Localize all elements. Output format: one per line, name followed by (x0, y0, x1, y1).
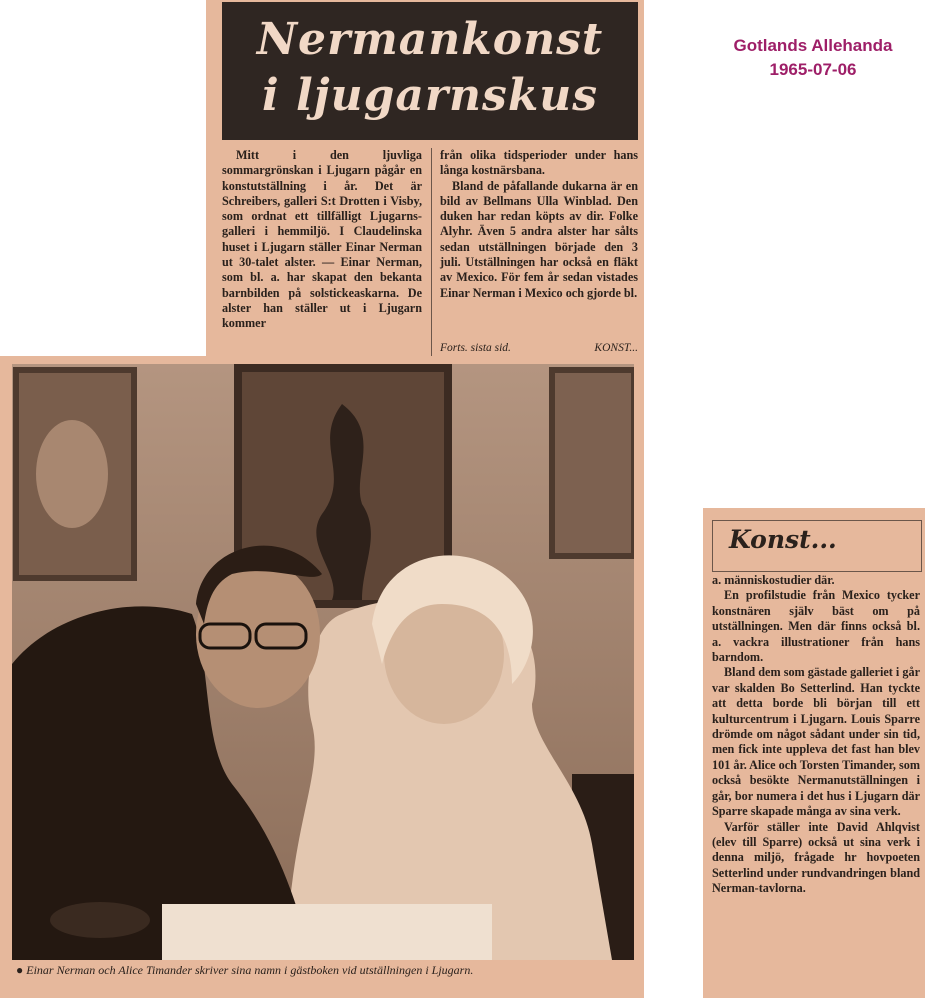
headline-line-2: i ljugarnskus (261, 70, 599, 121)
article-paragraph: från olika tidsperioder under hans långa kostnärsbana. (440, 148, 638, 178)
article-column-right (440, 148, 638, 301)
continuation-paragraph: Bland dem som gästade galleriet i går var skalden Bo Setterlind. Han tyckte att detta borde bli början till ett kulturcentrum i Ljugarn. Louis Sparre drömde om något sådant under sin tid, men fick inte uppleva det fast han blev 101 år. Alice och Torsten Timander, som också besökte Nermanutställningen i går, bor numera i det hus i Ljugarn där Sparre skapade många av sina verk. (712, 665, 920, 819)
continuation-header-box (712, 520, 922, 572)
headline-line-1: Nermankonst (256, 14, 604, 65)
continuation-text (712, 573, 920, 897)
continuation-title: Konst... (729, 525, 837, 554)
guest-book (162, 904, 492, 960)
painting-right (552, 370, 634, 556)
source-label (700, 34, 926, 82)
continued-label: Forts. sista sid. (440, 342, 511, 354)
ashtray (50, 902, 150, 938)
publication-date: 1965-07-06 (769, 60, 857, 79)
column-divider (431, 148, 432, 356)
continued-note (440, 342, 638, 354)
continuation-paragraph: a. människostudier där. (712, 573, 835, 587)
photo-caption: ● Einar Nerman och Alice Timander skriver sina namn i gästboken vid utställningen i Ljugarn. (16, 963, 474, 977)
article-column-left: Mitt i den ljuvliga sommargrönskan i Ljugarn pågår en konstutställning i år. Det är Schreibers, galleri S:t Drotten i Visby, som ordnat ett tillfälligt Ljugarns-galleri i hemmiljö. I Claudelinska huset i Ljugarn ställer Einar Nerman ut 30-talet alster. — Einar Nerman, som bl. a. har skapat den bekanta barnbilden på solstickeaskarna. De alster han ställer ut i Ljugarn kommer (222, 148, 422, 331)
newspaper-photo (12, 364, 634, 960)
continued-target: KONST... (594, 342, 638, 354)
continuation-paragraph: Varför ställer inte David Ahlqvist (elev till Sparre) också ut sina verk i denna miljö, frågade hr hovpoeten Setterlind under rundvandringen bland Nerman-tavlorna. (712, 819, 920, 896)
continuation-paragraph: En profilstudie från Mexico tycker konstnären själv bäst om på utställningen. Men där finns också bl. a. vackra illustrationer från hans barndom. (712, 588, 920, 665)
headline-block (222, 2, 638, 140)
publication-name: Gotlands Allehanda (733, 36, 893, 55)
article-paragraph: Bland de påfallande dukarna är en bild av Bellmans Ulla Winblad. Den duken har redan köpts av dir. Folke Alyhr. Även 5 andra alster har sålts sedan utställningen började den 3 juli. Utställningen har också en fläkt av Mexico. För fem år sedan vistades Einar Nerman i Mexico och gjorde bl. (440, 178, 638, 300)
